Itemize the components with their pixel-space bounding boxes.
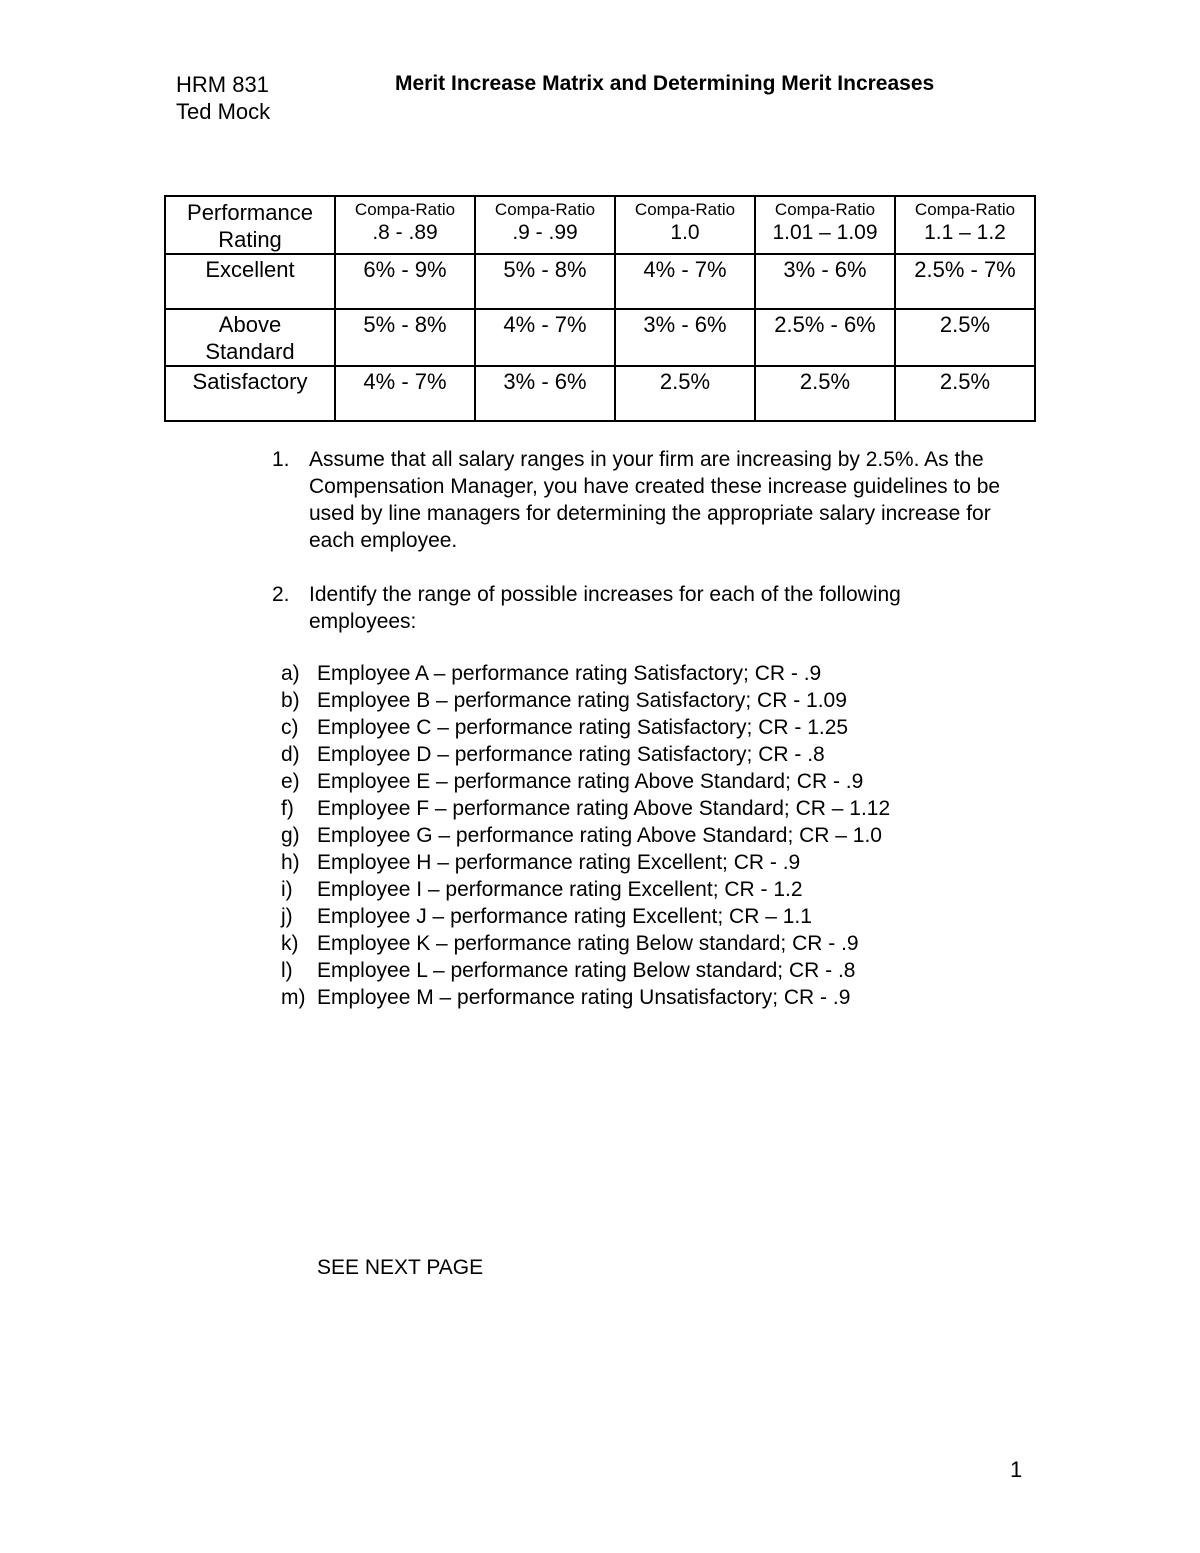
list-item-text: Employee D – performance rating Satisfactory; CR - .8: [317, 743, 825, 766]
header-rating-line2: Rating: [218, 227, 282, 252]
list-item: [281, 660, 1021, 687]
rating-label: Above: [218, 312, 282, 337]
list-item: [281, 687, 1021, 714]
list-item: [281, 714, 1021, 741]
list-item-letter: a): [281, 662, 300, 685]
list-item-letter: g): [281, 824, 300, 847]
table-row-above-standard: [165, 309, 1035, 366]
list-item-letter: b): [281, 689, 300, 712]
author-name: Ted Mock: [176, 99, 271, 124]
list-item-letter: j): [281, 905, 293, 928]
list-item-text: Employee I – performance rating Excellent; CR - 1.2: [317, 878, 803, 901]
table-row-satisfactory: [165, 366, 1035, 421]
header-compa-ratio-col-3: [615, 196, 755, 254]
matrix-header-row: [165, 196, 1035, 254]
header-compa-ratio-col-5: [895, 196, 1035, 254]
list-item: [281, 768, 1021, 795]
table-cell: 2.5% - 6%: [755, 309, 895, 366]
list-item-text: Employee E – performance rating Above Standard; CR - .9: [317, 770, 864, 793]
header-compa-ratio-col-2: [475, 196, 615, 254]
rating-label: Excellent: [205, 257, 295, 282]
list-item-letter: d): [281, 743, 300, 766]
page-number: 1: [1010, 1457, 1023, 1482]
table-cell: 4% - 7%: [475, 309, 615, 366]
compa-ratio-range: .8 - .89: [372, 221, 438, 244]
list-item: [281, 984, 1021, 1011]
list-item-letter: f): [281, 797, 294, 820]
list-item-letter: k): [281, 932, 299, 955]
compa-ratio-range: 1.0: [670, 221, 700, 244]
list-item-text: Employee M – performance rating Unsatisfactory; CR - .9: [317, 986, 851, 1009]
employee-list: [281, 660, 1021, 1011]
table-row-excellent: [165, 254, 1035, 309]
list-item-text: Employee J – performance rating Excellent; CR – 1.1: [317, 905, 812, 928]
list-item: [281, 849, 1021, 876]
list-item-letter: m): [281, 986, 306, 1009]
list-item-letter: e): [281, 770, 300, 793]
list-item-text: Employee A – performance rating Satisfactory; CR - .9: [317, 662, 822, 685]
rating-label: Satisfactory: [192, 369, 308, 394]
course-code: HRM 831: [176, 72, 269, 97]
list-item-text: Employee L – performance rating Below standard; CR - .8: [317, 959, 856, 982]
table-cell: 2.5% - 7%: [895, 254, 1035, 309]
question-2: [272, 581, 1012, 641]
list-item: [281, 822, 1021, 849]
compa-ratio-range: 1.01 – 1.09: [772, 221, 878, 244]
list-item-letter: c): [281, 716, 299, 739]
list-item-text: Employee G – performance rating Above Standard; CR – 1.0: [317, 824, 882, 847]
header-performance-rating: [165, 196, 335, 254]
compa-ratio-range: .9 - .99: [512, 221, 578, 244]
list-item-letter: i): [281, 878, 293, 901]
header-compa-ratio-col-4: [755, 196, 895, 254]
list-item-letter: h): [281, 851, 300, 874]
list-item: [281, 876, 1021, 903]
table-cell: 4% - 7%: [335, 366, 475, 421]
table-cell: 6% - 9%: [335, 254, 475, 309]
table-cell: 5% - 8%: [475, 254, 615, 309]
list-item: [281, 903, 1021, 930]
table-cell: 2.5%: [895, 366, 1035, 421]
question-1: [272, 446, 1012, 556]
list-item-text: Employee F – performance rating Above Standard; CR – 1.12: [317, 797, 891, 820]
list-item: [281, 957, 1021, 984]
see-next-page-note: SEE NEXT PAGE: [317, 1256, 484, 1279]
list-item: [281, 930, 1021, 957]
table-cell: 5% - 8%: [335, 309, 475, 366]
question-text: Identify the range of possible increases for each of the following employees:: [309, 583, 901, 633]
compa-ratio-label: Compa-Ratio: [914, 200, 1016, 219]
compa-ratio-label: Compa-Ratio: [494, 200, 596, 219]
rating-cell: [165, 309, 335, 366]
question-number: 1.: [272, 448, 290, 471]
page-title: Merit Increase Matrix and Determining Merit Increases: [395, 72, 935, 95]
list-item-letter: l): [281, 959, 293, 982]
list-item-text: Employee B – performance rating Satisfactory; CR - 1.09: [317, 689, 847, 712]
question-number: 2.: [272, 583, 290, 606]
merit-increase-matrix: [164, 195, 1036, 422]
compa-ratio-label: Compa-Ratio: [354, 200, 456, 219]
rating-cell: [165, 254, 335, 309]
table-cell: 4% - 7%: [615, 254, 755, 309]
list-item-text: Employee C – performance rating Satisfactory; CR - 1.25: [317, 716, 849, 739]
compa-ratio-range: 1.1 – 1.2: [924, 221, 1006, 244]
list-item: [281, 741, 1021, 768]
table-cell: 3% - 6%: [755, 254, 895, 309]
question-text: Assume that all salary ranges in your firm are increasing by 2.5%. As the Compensation Manager, you have created these increase guidelines to be used by line managers for determining the appropriate salary increase for each employee.: [309, 448, 1001, 552]
compa-ratio-label: Compa-Ratio: [774, 200, 876, 219]
header-rating-line1: Performance: [187, 200, 313, 225]
header-compa-ratio-col-1: [335, 196, 475, 254]
table-cell: 2.5%: [895, 309, 1035, 366]
compa-ratio-label: Compa-Ratio: [634, 200, 736, 219]
table-cell: 3% - 6%: [475, 366, 615, 421]
list-item-text: Employee H – performance rating Excellent; CR - .9: [317, 851, 801, 874]
table-cell: 2.5%: [755, 366, 895, 421]
table-cell: 2.5%: [615, 366, 755, 421]
list-item: [281, 795, 1021, 822]
table-cell: 3% - 6%: [615, 309, 755, 366]
rating-cell: [165, 366, 335, 421]
list-item-text: Employee K – performance rating Below standard; CR - .9: [317, 932, 859, 955]
rating-label-line2: Standard: [205, 339, 295, 364]
